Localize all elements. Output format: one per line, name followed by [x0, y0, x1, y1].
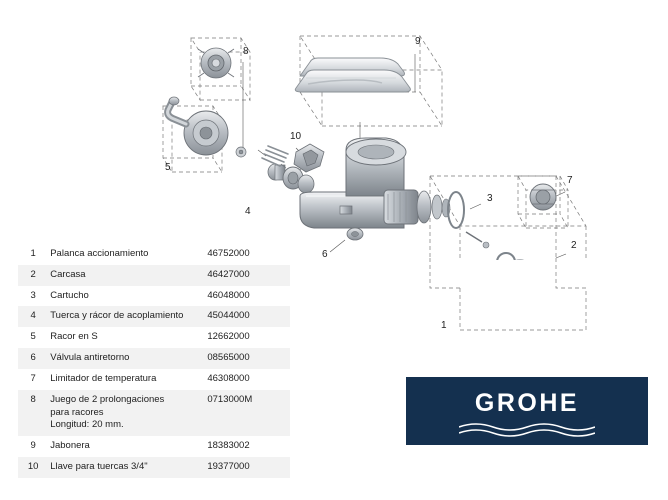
- row-name: [48, 390, 205, 436]
- callout-5: 5: [165, 162, 171, 173]
- row-code: 46752000: [207, 248, 250, 259]
- callout-7: 7: [567, 175, 573, 186]
- part-3-cartridge: [384, 190, 489, 248]
- row-name: Palanca accionamiento: [50, 248, 149, 259]
- part-9-soap-dish: [295, 58, 410, 92]
- callout-3: 3: [487, 193, 493, 204]
- table-row: [18, 327, 290, 348]
- row-name: Carcasa: [48, 265, 205, 286]
- callout-4: 4: [245, 206, 251, 217]
- parts-table-body: [18, 244, 290, 478]
- table-row: [18, 348, 290, 369]
- table-row: [18, 369, 290, 390]
- table-row: [18, 436, 290, 457]
- row-number: 5: [30, 331, 36, 343]
- table-row: [18, 286, 290, 307]
- row-name: Limitador de temperatura: [50, 372, 157, 384]
- grohe-waves-icon: [459, 423, 595, 439]
- row-name: Tuerca y rácor de acoplamiento: [48, 306, 205, 327]
- row-code: 46308000: [207, 372, 250, 384]
- row-name-line1: Juego de 2 prolongaciones: [50, 393, 165, 405]
- table-row: [18, 265, 290, 286]
- row-name: Racor en S: [50, 331, 98, 343]
- row-code: 12662000: [207, 331, 250, 343]
- row-name-line2: para racores: [50, 406, 104, 418]
- table-row: [18, 244, 290, 265]
- row-code: 0713000M: [205, 390, 290, 436]
- callout-10: 10: [290, 131, 302, 142]
- row-code: 45044000: [205, 306, 290, 327]
- row-number: 7: [30, 372, 36, 384]
- row-code: 19377000: [205, 457, 290, 478]
- row-code: 46048000: [207, 289, 250, 301]
- callout-6: 6: [322, 249, 328, 260]
- row-number: 8: [18, 390, 48, 436]
- callout-1: 1: [441, 320, 447, 331]
- row-number: 1: [30, 248, 36, 259]
- table-row: [18, 390, 290, 436]
- row-code: 46427000: [205, 265, 290, 286]
- grohe-logo: [406, 377, 648, 445]
- row-number: 6: [18, 348, 48, 369]
- row-number: 2: [18, 265, 48, 286]
- row-code: 08565000: [205, 348, 290, 369]
- row-number: 9: [30, 440, 36, 452]
- callout-8: 8: [243, 46, 249, 57]
- grohe-wordmark: GROHE: [474, 389, 580, 417]
- row-name: Cartucho: [50, 289, 89, 301]
- part-8-extensions: [198, 48, 234, 78]
- row-name: Jabonera: [50, 440, 90, 452]
- row-number: 4: [18, 306, 48, 327]
- table-row: [18, 457, 290, 478]
- row-name-line3: Longitud: 20 mm.: [50, 419, 124, 431]
- row-name: Válvula antiretorno: [48, 348, 205, 369]
- parts-table: [18, 244, 290, 478]
- row-code: 18383002: [207, 440, 250, 452]
- row-number: 10: [18, 457, 48, 478]
- part-7-temperature-limiter: [530, 184, 556, 210]
- table-row: [18, 306, 290, 327]
- row-number: 3: [30, 289, 36, 301]
- callout-2: 2: [571, 240, 577, 251]
- callout-9: 9: [415, 36, 421, 47]
- row-name: Llave para tuercas 3/4": [48, 457, 205, 478]
